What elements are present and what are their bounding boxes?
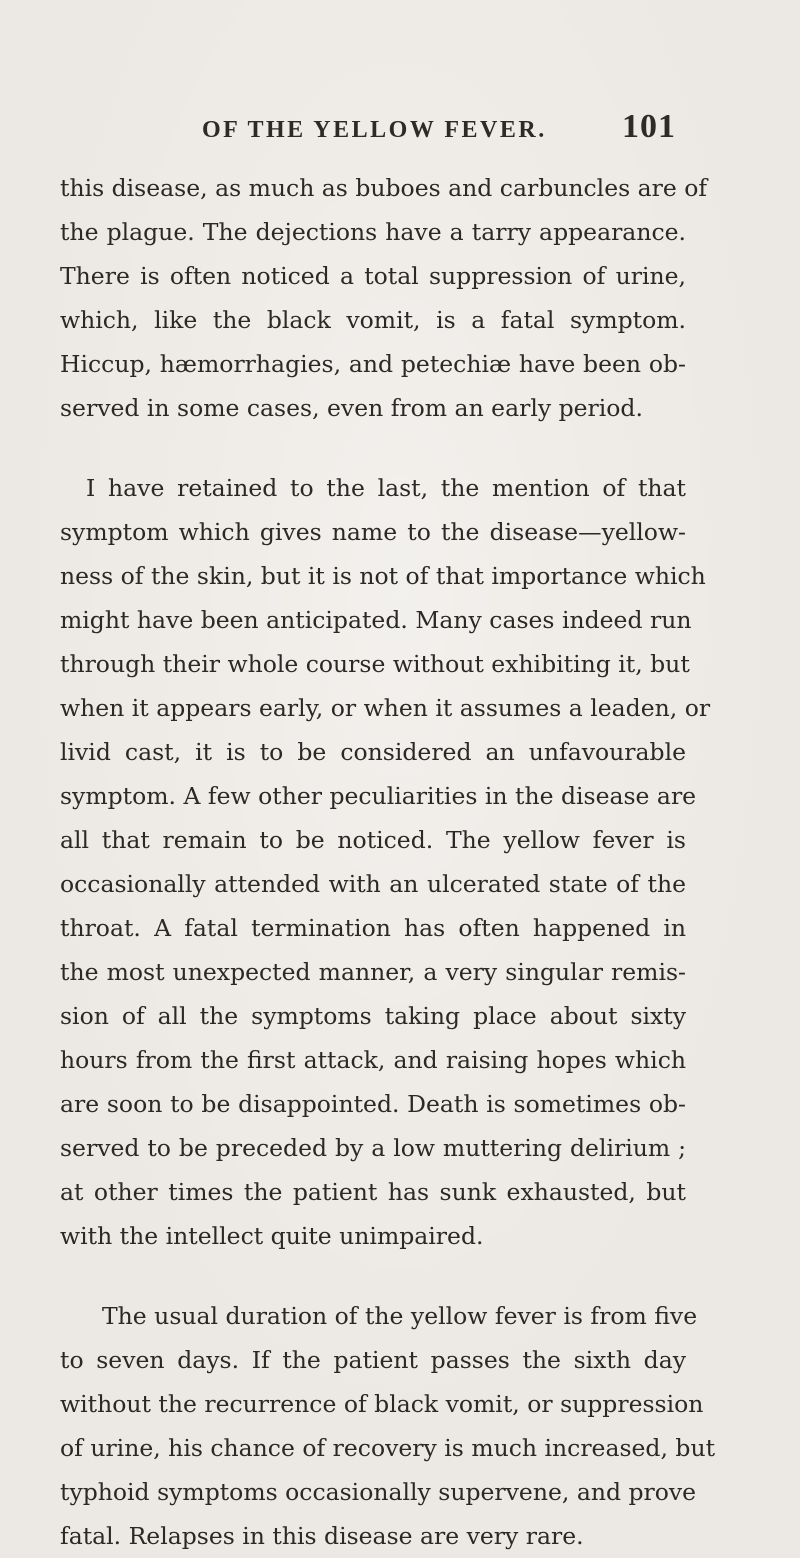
text-line: served to be preceded by a low muttering delirium ; — [60, 1134, 686, 1162]
text-line: without the recurrence of black vomit, or suppression — [60, 1390, 704, 1418]
text-line: to seven days. If the patient passes the sixth day — [60, 1346, 686, 1374]
text-line: through their whole course without exhibiting it, but — [60, 650, 690, 678]
text-line: might have been anticipated. Many cases indeed run — [60, 606, 692, 634]
text-line: sion of all the symptoms taking place about sixty — [60, 1002, 686, 1030]
text-line: There is often noticed a total suppression of urine, — [60, 262, 686, 290]
text-line: are soon to be disappointed. Death is sometimes ob- — [60, 1090, 686, 1118]
text-line: throat. A fatal termination has often happened in — [60, 914, 686, 942]
text-line: symptom which gives name to the disease—yellow- — [60, 518, 686, 546]
text-line: served in some cases, even from an early period. — [60, 394, 643, 422]
text-line: livid cast, it is to be considered an unfavourable — [60, 738, 686, 766]
running-title: OF THE YELLOW FEVER. — [202, 117, 547, 143]
text-line: this disease, as much as buboes and carbuncles are of — [60, 174, 708, 202]
text-line: fatal. Relapses in this disease are very rare. — [60, 1522, 584, 1550]
running-head — [0, 108, 800, 157]
text-line: symptom. A few other peculiarities in the disease are — [60, 782, 697, 810]
text-line: hours from the first attack, and raising hopes which — [60, 1046, 686, 1074]
text-line: The usual duration of the yellow fever is from five — [102, 1302, 698, 1330]
text-line: all that remain to be noticed. The yellow fever is — [60, 826, 686, 854]
text-line: the most unexpected manner, a very singular remis- — [60, 958, 686, 986]
text-line: Hiccup, hæmorrhagies, and petechiæ have been ob- — [60, 350, 686, 378]
text-line: the plague. The dejections have a tarry appearance. — [60, 218, 686, 246]
text-line: when it appears early, or when it assumes a leaden, or — [60, 694, 711, 722]
page-number: 101 — [622, 108, 676, 145]
text-line: at other times the patient has sunk exhausted, but — [60, 1178, 686, 1206]
text-line: ness of the skin, but it is not of that importance which — [60, 562, 706, 590]
text-line: which, like the black vomit, is a fatal symptom. — [60, 306, 686, 334]
text-line: I have retained to the last, the mention of that — [86, 474, 686, 502]
text-line: with the intellect quite unimpaired. — [60, 1222, 484, 1250]
text-line: occasionally attended with an ulcerated state of the — [60, 870, 686, 898]
text-line: of urine, his chance of recovery is much increased, but — [60, 1434, 716, 1462]
text-line: typhoid symptoms occasionally supervene, and prove — [60, 1478, 697, 1506]
